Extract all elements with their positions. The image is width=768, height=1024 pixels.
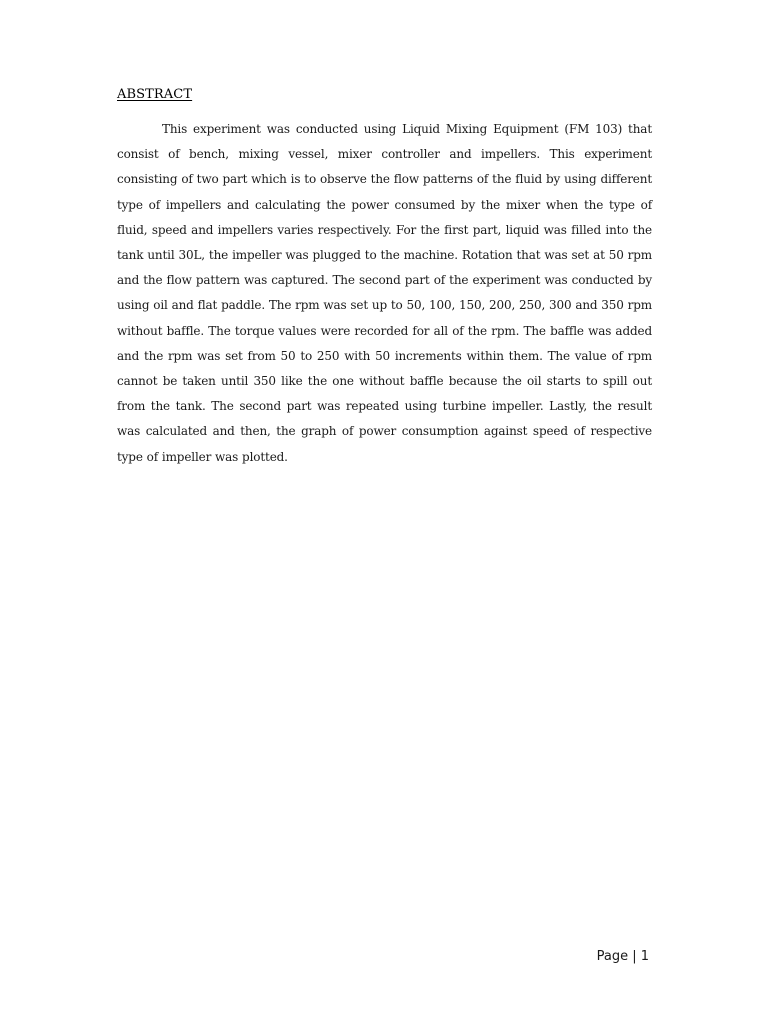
page-number-footer: Page | 1 bbox=[596, 949, 649, 964]
abstract-paragraph: This experiment was conducted using Liquid Mixing Equipment (FM 103) that consist of bench, mixing vessel, mixer controller and impellers. This experiment consisting of two part which is to observe the flow patterns of the fluid by using different type of impellers and calculating the power consumed by the mixer when the type of fluid, speed and impellers varies respectively. For the first part, liquid was filled into the tank until 30L, the impeller was plugged to the machine. Rotation that was set at 50 rpm and the flow pattern was captured. The second part of the experiment was conducted by using oil and flat paddle. The rpm was set up to 50, 100, 150, 200, 250, 300 and 350 rpm without baffle. The torque values were recorded for all of the rpm. The baffle was added and the rpm was set from 50 to 250 with 50 increments within them. The value of rpm cannot be taken until 350 like the one without baffle because the oil starts to spill out from the tank. The second part was repeated using turbine impeller. Lastly, the result was calculated and then, the graph of power consumption against speed of respective type of impeller was plotted. bbox=[117, 122, 652, 464]
section-heading-abstract: ABSTRACT bbox=[117, 87, 193, 102]
